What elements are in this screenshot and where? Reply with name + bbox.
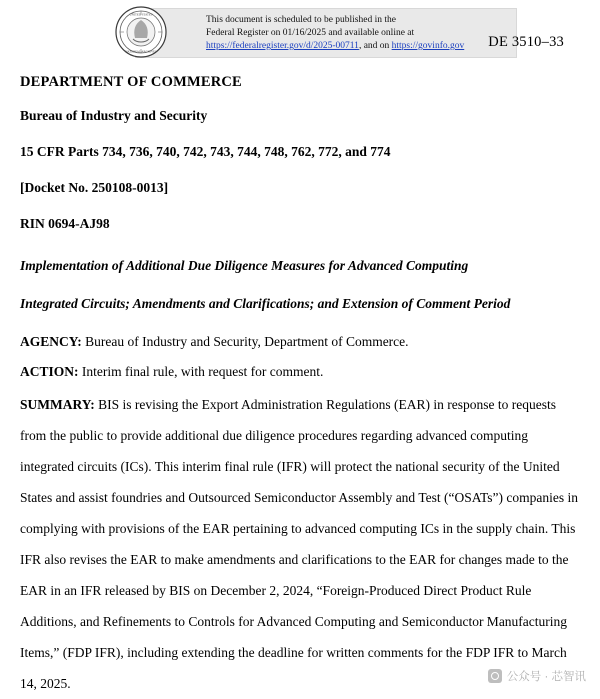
federal-register-link[interactable]: https://federalregister.gov/d/2025-00711	[206, 41, 359, 51]
document-number: DE 3510–33	[488, 34, 564, 50]
rin-number: RIN 0694-AJ98	[20, 216, 110, 231]
summary-value: BIS is revising the Export Administration Regulations (EAR) in response to requests from the public to provide additional due diligence procedures regarding advanced computing integrated circuits (ICs). This interim final rule (IFR) will protect the national security of the United States and assist foundries and Outsourced Semiconductor Assembly and Test (“OSATs”) companies in complying with provisions of the EAR pertaining to advanced computing ICs in the supply chain. This IFR also revises the EAR to make amendments and clarifications to the EAR for changes made to the EAR in an IFR released by BIS on December 2, 2024, “Foreign-Produced Direct Product Rule Additions, and Refinements to Controls for Advanced Computing and Semiconductor Manufacturing Items,” (FDP IFR), including extending the deadline for written comments for the FDP IFR to March 14, 2025.	[20, 397, 579, 691]
govinfo-link[interactable]: https://govinfo.gov	[391, 41, 465, 51]
summary-paragraph	[20, 389, 580, 699]
wechat-account-logo-icon	[488, 669, 502, 683]
document-body	[20, 62, 580, 699]
agency-paragraph	[20, 327, 580, 357]
rule-title-line-1: Implementation of Additional Due Diligence Measures for Advanced Computing	[20, 258, 469, 273]
federal-seal-icon	[115, 6, 167, 58]
docket-number: [Docket No. 250108-0013]	[20, 180, 169, 195]
notice-line-3	[206, 40, 508, 53]
notice-line-1: This document is scheduled to be published in the	[206, 15, 396, 25]
notice-and-text: , and on	[358, 41, 392, 51]
department-heading: DEPARTMENT OF COMMERCE	[20, 74, 242, 90]
watermark	[488, 668, 586, 684]
watermark-text: 公众号 · 芯智讯	[506, 671, 586, 683]
summary-label: SUMMARY:	[20, 397, 95, 412]
document-header	[20, 0, 580, 62]
action-paragraph	[20, 357, 580, 387]
rule-title-line-2: Integrated Circuits; Amendments and Clarifications; and Extension of Comment Period	[20, 296, 511, 311]
bureau-heading: Bureau of Industry and Security	[20, 108, 208, 123]
agency-value: Bureau of Industry and Security, Department of Commerce.	[85, 334, 409, 349]
action-value: Interim final rule, with request for comment.	[81, 364, 324, 379]
notice-line-2-text: Federal Register on 01/16/2025 and available online at	[206, 28, 415, 38]
action-label: ACTION:	[20, 364, 79, 379]
svg-text:UNITED STATES: UNITED STATES	[129, 12, 153, 17]
agency-label: AGENCY:	[20, 334, 82, 349]
publication-notice-box	[135, 8, 517, 58]
notice-line-2	[206, 27, 508, 40]
cfr-parts: 15 CFR Parts 734, 736, 740, 742, 743, 744, 748, 762, 772, and 774	[20, 144, 391, 159]
svg-text:NATIONAL ARCHIVES: NATIONAL ARCHIVES	[125, 49, 157, 54]
